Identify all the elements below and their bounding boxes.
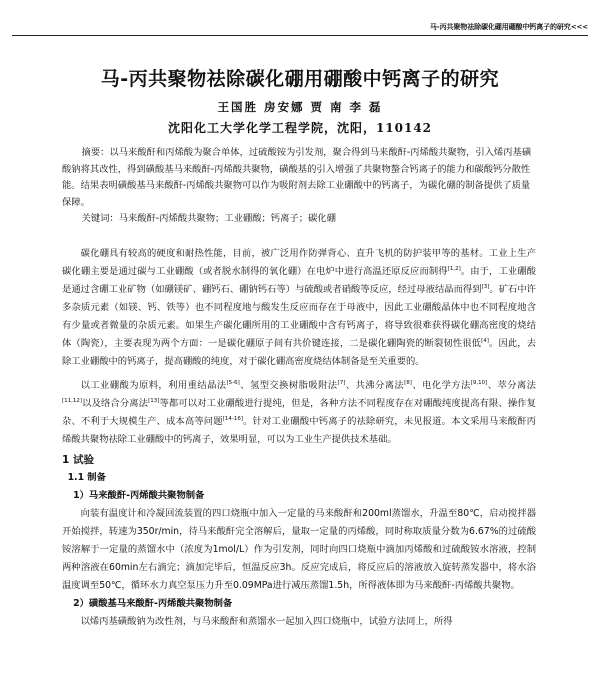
text-run: 。矿石中许多杂质元素（如镁、钙、铁等）也不同程度地与酸发生反应而存在于母液中，因此工业硼酸晶体中也不同程度地含有少量或者微量的杂质元素。如果生产碳化硼所用的工业硼酸中含有钙离子，将导致很难获得碳化硼高密度的烧结体（陶瓷），主要表现为两个方面：一是碳化硼原子间有共价键连接，二是碳化硼陶瓷的断裂韧性很低 [62,284,536,349]
text-run: 以工业硼酸为原料，利用重结晶法 [80,380,227,391]
intro-paragraph-1 [62,245,536,371]
running-head: 马-丙共聚物祛除碳化硼用硼酸中钙离子的研究<<< [429,23,588,31]
text-run: 碳化硼具有较高的硬度和耐热性能，目前，被广泛用作防弹背心、直升飞机的防护装甲等的基材。工业上生产碳化硼主要是通过碳与工业硼酸（或者脱水制得的氧化硼）在电炉中进行高温还原反应而制得 [62,248,536,277]
text-run: 、氢型交换树脂吸附法 [239,380,338,391]
text-run: 、萃分离法 [487,380,536,391]
text-run: 以及络合分离法 [82,398,149,409]
sub-subsection-heading: 1）马来酸酐-丙烯酸共聚物制备 [73,490,205,501]
text-run: 、电化学方法 [411,380,471,391]
subsection-heading: 1.1 制备 [67,472,106,483]
citation: [7] [337,380,346,386]
paper-affiliation: 沈阳化工大学化学工程学院，沈阳，110142 [167,121,433,135]
text-run: 。因此，去除工业硼酸中的钙离子，提高硼酸的纯度，对于碳化硼高密度烧结体制备是至关重要的。 [62,338,536,367]
citation: [5-6] [226,380,240,386]
keywords-line: 关键词：马来酸酐-丙烯酸共聚物；工业硼酸；钙离子；碳化硼 [81,213,336,224]
text-run: 、共沸分离法 [345,380,405,391]
citation: [13] [148,398,160,404]
citation: [9,10] [470,380,488,386]
text-run: 。针对工业硼酸中钙离子的祛除研究，未见报道。本文采用马来酸酐丙烯酸共聚物祛除工业硼酸中的钙离子，效果明显，可以为工业生产提供技术基础。 [62,416,536,445]
citation: [14-16] [222,416,243,422]
sub-subsection-heading: 2）磺酸基马来酸酐-丙烯酸共聚物制备 [73,598,233,609]
method-paragraph-2: 以烯丙基磺酸钠为改性剂，与马来酸酐和蒸馏水一起加入四口烧瓶中，试验方法同上，所得 [80,616,453,627]
citation: [1,2] [447,266,461,272]
citation: [4] [481,338,489,344]
citation: [11,12] [62,398,83,404]
method-paragraph-1: 向装有温度计和冷凝回流装置的四口烧瓶中加入一定量的马来酸酐和200ml蒸馏水，升温至80℃，启动搅拌器开始搅拌，转速为350r/min，待马来酸酐完全溶解后，量取一定量的丙烯酸，同时称取质量分数为6.67%的过硫酸铵溶解于一定量的蒸馏水中（浓度为1mol/L）作为引发剂，同时向四口烧瓶中滴加丙烯酸和过硫酸铵水溶液，控制两种溶液在60min左右滴完；滴加完毕后，恒温反应3h。反应完成后，将反应后的溶液放入旋转蒸发器中，将水浴温度调至50℃，循环水力真空泵压力升至0.09MPa进行减压蒸馏1.5h，所得液体即为马来酸酐-丙烯酸共聚物。 [62,508,536,591]
paper-title: 马-丙共聚物祛除碳化硼用硼酸中钙离子的研究 [100,68,500,90]
header-rule [12,35,588,36]
text-run: 。由于，工业硼酸是通过含硼工业矿物（如硼镁矿、硼钙石、硼钠钙石等）与硫酸或者硝酸等反应，经过母液结晶而得到 [62,266,536,295]
section-heading: 1 试验 [62,454,94,466]
intro-paragraph-2 [62,377,536,449]
paper-body [62,245,536,631]
citation: [3] [481,284,490,290]
abstract-text: 摘要：以马来酸酐和丙烯酸为聚合单体，过硫酸铵为引发剂，聚合得到马来酸酐-丙烯酸共聚物，引入烯丙基磺酸钠将其改性，得到磺酸基马来酸酐-丙烯酸共聚物，磺酸基的引入增强了共聚物螯合钙离子的能力和碳酸钙分散性能。结果表明磺酸基马来酸酐-丙烯酸共聚物可以作为吸附剂去除工业硼酸中的钙离子，为碳化硼的制备提供了质量保障。 [62,147,532,208]
paper-authors: 王国胜 房安娜 贾 南 李 磊 [217,100,383,114]
citation: [8] [404,380,412,386]
text-run: 等都可以对工业硼酸进行提纯，但是，各种方法不同程度存在对硼酸纯度提高有限、操作复杂、不利于大规模生产、成本高等问题 [62,398,536,427]
